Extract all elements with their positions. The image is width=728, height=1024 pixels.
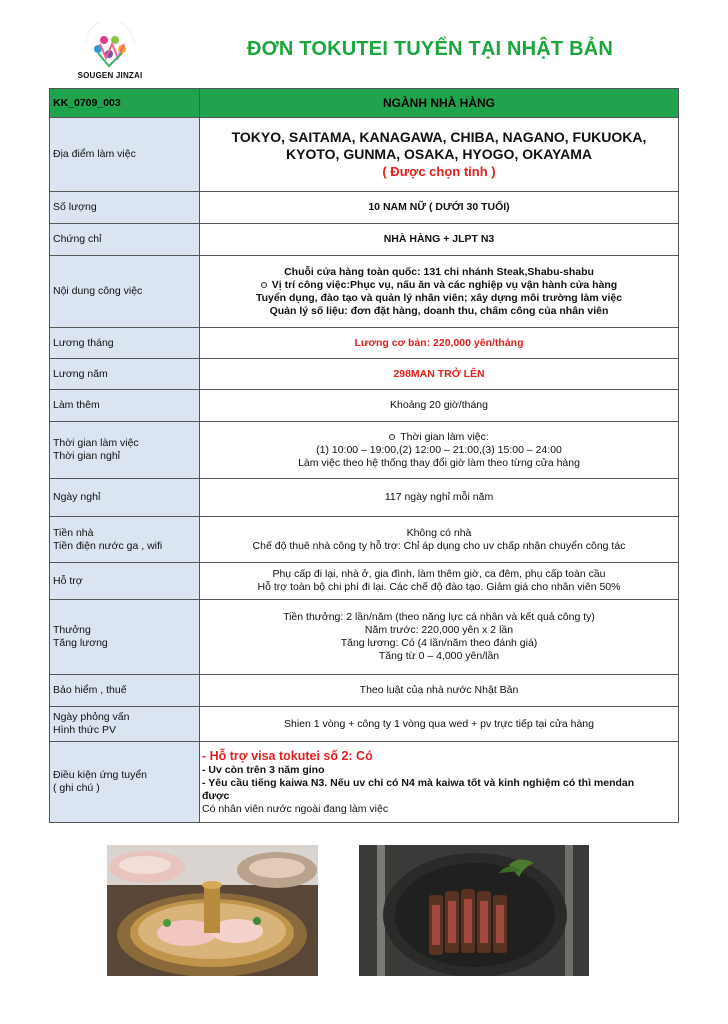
housing-line-2: Chế độ thuê nhà công ty hỗ trợ: Chỉ áp dụng cho uv chấp nhận chuyển công tác [252, 539, 626, 552]
job-sector: NGÀNH NHÀ HÀNG [200, 89, 679, 118]
row-annual-salary [50, 359, 679, 390]
content-line-2 [200, 279, 678, 292]
row-monthly-salary [50, 328, 679, 359]
housing-line-1: Không có nhà [406, 526, 472, 539]
label-conditions [50, 742, 200, 823]
bonus-line-3: Tăng lương: Có (4 lần/năm theo đánh giá) [340, 637, 538, 649]
content-line-3: Tuyển dụng, đào tạo và quản lý nhân viên; xây dựng môi trường làm việc [255, 291, 623, 304]
label-work-time [50, 422, 200, 479]
row-overtime [50, 390, 679, 422]
value-quantity: 10 NAM NỮ ( DƯỚI 30 TUỔI) [200, 192, 679, 224]
value-monthly-salary: Lương cơ bản: 220,000 yên/tháng [200, 328, 679, 359]
conditions-line-3: - Yêu cầu tiếng kaiwa N3. Nếu uv chỉ có N4 mà kaiwa tốt và kinh nghiệm có thì mendan [202, 777, 635, 789]
work-time-line-1 [200, 431, 678, 444]
row-bonus [50, 600, 679, 675]
label-conditions-2: ( ghi chú ) [53, 782, 100, 794]
logo-text: SOUGEN JINZAI [77, 71, 143, 80]
value-annual-salary: 298MAN TRỞ LÊN [200, 359, 679, 390]
label-work-time-2: Thời gian nghỉ [53, 450, 121, 462]
label-overtime: Làm thêm [50, 390, 200, 422]
row-holidays [50, 479, 679, 517]
value-certificate: NHÀ HÀNG + JLPT N3 [200, 224, 679, 256]
location-line-2: KYOTO, GUNMA, OSAKA, HYOGO, OKAYAMA [286, 146, 592, 162]
row-insurance [50, 675, 679, 707]
label-holidays: Ngày nghỉ [50, 479, 200, 517]
label-housing-2: Tiền điện nước ga , wifi [53, 539, 163, 552]
label-bonus-2: Tăng lương [53, 637, 108, 649]
work-time-line-1-text: Thời gian làm việc: [400, 430, 489, 443]
shabu-hotpot-image [107, 845, 318, 976]
label-interview-1: Ngày phỏng vấn [53, 711, 130, 723]
conditions-line-2: - Uv còn trên 3 năm gino [202, 764, 325, 776]
label-monthly-salary: Lương tháng [50, 328, 200, 359]
label-location: Địa điểm làm việc [50, 118, 200, 192]
logo-people-icon [68, 22, 152, 72]
row-conditions [50, 742, 679, 823]
row-quantity [50, 192, 679, 224]
conditions-line-1: - Hỗ trợ visa tokutei số 2: Có [202, 749, 373, 763]
value-housing [200, 517, 679, 563]
row-interview [50, 707, 679, 742]
label-quantity: Số lượng [50, 192, 200, 224]
label-work-time-1: Thời gian làm việc [53, 437, 139, 449]
bullet-circle-icon [389, 434, 395, 440]
steak-plate-image [359, 845, 589, 976]
value-overtime: Khoảng 20 giờ/tháng [200, 390, 679, 422]
steak-photo [359, 845, 589, 976]
support-line-2: Hỗ trợ toàn bộ chi phí đi lại. Các chế độ đào tạo. Giảm giá cho nhân viên 50% [257, 581, 621, 593]
work-time-line-2: (1) 10:00 – 19:00,(2) 12:00 – 21:00,(3) 15:00 – 24:00 [316, 443, 562, 456]
bonus-line-4: Tăng từ 0 – 4,000 yên/lần [378, 650, 500, 662]
label-bonus [50, 600, 200, 675]
content-line-2-text: Vị trí công việc:Phục vụ, nấu ăn và các nghiệp vụ vận hành cửa hàng [271, 278, 618, 291]
value-work-time [200, 422, 679, 479]
row-job-content [50, 256, 679, 328]
job-code: KK_0709_003 [50, 89, 200, 118]
content-line-1: Chuỗi cửa hàng toàn quốc: 131 chi nhánh Steak,Shabu-shabu [284, 265, 594, 278]
value-bonus [200, 600, 679, 675]
value-holidays: 117 ngày nghỉ mỗi năm [200, 479, 679, 517]
bonus-line-2: Năm trước: 220,000 yên x 2 lần [364, 624, 514, 636]
job-table [49, 88, 679, 823]
location-note: ( Được chọn tỉnh ) [382, 164, 496, 179]
value-interview: Shien 1 vòng + công ty 1 vòng qua wed + pv trực tiếp tại cửa hàng [200, 707, 679, 742]
content-line-4: Quản lý số liệu: đơn đặt hàng, doanh thu, chấm công của nhân viên [269, 304, 609, 317]
work-time-line-3: Làm việc theo hệ thống thay đổi giờ làm theo từng cửa hàng [298, 456, 580, 469]
row-housing [50, 517, 679, 563]
label-support: Hỗ trợ [50, 563, 200, 600]
label-job-content: Nội dung công việc [50, 256, 200, 328]
location-line-1: TOKYO, SAITAMA, KANAGAWA, CHIBA, NAGANO, FUKUOKA, [231, 129, 647, 145]
label-insurance: Bảo hiểm , thuế [50, 675, 200, 707]
shabu-shabu-photo [107, 845, 318, 976]
bonus-line-1: Tiền thưởng: 2 lần/năm (theo năng lực cá nhân và kết quả công ty) [283, 611, 595, 623]
value-support [200, 563, 679, 600]
conditions-line-4: được [202, 790, 230, 802]
value-location [200, 118, 679, 192]
support-line-1: Phụ cấp đi lại, nhà ở, gia đình, làm thêm giờ, ca đêm, phụ cấp toàn cầu [272, 568, 606, 580]
row-work-time [50, 422, 679, 479]
label-interview-2: Hình thức PV [53, 724, 117, 736]
conditions-line-5: Có nhân viên nước ngoài đang làm việc [202, 803, 389, 815]
label-housing-1: Tiền nhà [53, 526, 94, 539]
value-insurance: Theo luật của nhà nước Nhật Bản [200, 675, 679, 707]
bullet-circle-icon [261, 282, 267, 288]
job-header-row [50, 89, 679, 118]
label-bonus-1: Thưởng [53, 624, 91, 636]
row-certificate [50, 224, 679, 256]
company-logo [68, 22, 152, 84]
row-location [50, 118, 679, 192]
label-housing [50, 517, 200, 563]
row-support [50, 563, 679, 600]
label-conditions-1: Điều kiện ứng tuyển [53, 769, 148, 781]
value-job-content [200, 256, 679, 328]
label-interview [50, 707, 200, 742]
label-certificate: Chứng chỉ [50, 224, 200, 256]
label-annual-salary: Lương năm [50, 359, 200, 390]
page-title: ĐƠN TOKUTEI TUYỂN TẠI NHẬT BẢN [246, 38, 614, 60]
value-conditions [200, 742, 679, 823]
